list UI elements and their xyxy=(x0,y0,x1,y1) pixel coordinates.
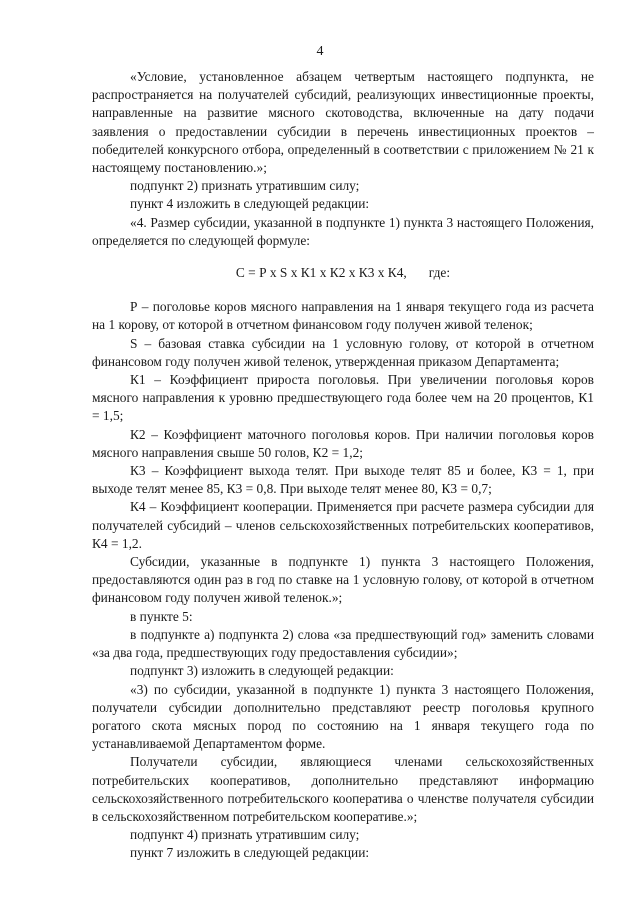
subsidy-formula xyxy=(92,264,594,282)
definition-p: Р – поголовье коров мясного направления на 1 января текущего года из расчета на 1 корову, от которой в отчетном финансовом году получен живой теленок; xyxy=(92,299,594,333)
formula-expression: С = Р х S х К1 х К2 х К3 х К4, xyxy=(235,265,407,281)
paragraph-subsidy-frequency: Субсидии, указанные в подпункте 1) пункта 3 настоящего Положения, предоставляются один раз в год по ставке на 1 условную голову, от которой в отчетном финансовом году получен живой теленок.»; xyxy=(92,554,594,606)
definition-k1: К1 – Коэффициент прироста поголовья. При увеличении поголовья коров мясного направления к уровню предшествующего года более чем на 20 процентов, К1 = 1,5; xyxy=(92,372,594,424)
definition-k3: К3 – Коэффициент выхода телят. При выходе телят 85 и более, К3 = 1, при выходе телят менее 85, К3 = 0,8. При выходе телят менее 80, К3 = 0,7; xyxy=(92,463,594,497)
paragraph-clause-4-text: «4. Размер субсидии, указанной в подпункте 1) пункта 3 настоящего Положения, определяется по следующей формуле: xyxy=(92,214,594,248)
paragraph-cooperative-members: Получатели субсидии, являющиеся членами сельскохозяйственных потребительских кооперативов, дополнительно представляют информацию сельскохозяйственного потребительского кооператива о членстве получателя субсидии в сельскохозяйственном потребительском кооперативе.»; xyxy=(92,754,594,824)
paragraph-subclause-4-repealed: подпункт 4) признать утратившим силу; xyxy=(130,827,360,843)
document-body xyxy=(92,68,594,863)
paragraph-subclause-3-text: «3) по субсидии, указанной в подпункте 1) пункта 3 настоящего Положения, получатели субсидии дополнительно представляют реестр поголовья крупного рогатого скота мясных пород по состоянию на 1 января текущего года по устанавливаемой Департаментом форме. xyxy=(92,681,594,752)
page-number: 4 xyxy=(316,44,324,59)
paragraph-clause-5-intro: в пункте 5: xyxy=(130,608,193,624)
paragraph-subclause-3-intro: подпункт 3) изложить в следующей редакции: xyxy=(130,663,394,679)
definition-s: S – базовая ставка субсидии на 1 условную голову, от которой в отчетном финансовом году получен живой теленок, утвержденная приказом Департамента; xyxy=(92,335,594,369)
paragraph-clause-5-words-replace: в подпункте а) подпункта 2) слова «за предшествующий год» заменить словами «за два года, предшествующих году предоставления субсидии»; xyxy=(92,626,594,661)
formula-where: где: xyxy=(428,265,451,281)
paragraph-clause-7-intro: пункт 7 изложить в следующей редакции: xyxy=(130,845,370,861)
paragraph-clause-4-intro: пункт 4 изложить в следующей редакции: xyxy=(130,196,370,212)
paragraph-subclause-2-repealed: подпункт 2) признать утратившим силу; xyxy=(130,178,360,194)
paragraph-condition-exception: «Условие, установленное абзацем четвертым настоящего подпункта, не распространяется на получателей субсидий, реализующих инвестиционные проекты, направленные на развитие мясного скотоводства, включенные на дату подачи заявления о предоставлении субсидии в перечень инвестиционных проектов – победителей конкурсного отбора, определенный в соответствии с приложением № 21 к настоящему постановлению.»; xyxy=(92,69,594,176)
definition-k2: К2 – Коэффициент маточного поголовья коров. При наличии поголовья коров мясного направления свыше 50 голов, К2 = 1,2; xyxy=(92,426,594,460)
definition-k4: К4 – Коэффициент кооперации. Применяется при расчете размера субсидии для получателей субсидий – членов сельскохозяйственных потребительских кооперативов, К4 = 1,2. xyxy=(92,499,594,551)
